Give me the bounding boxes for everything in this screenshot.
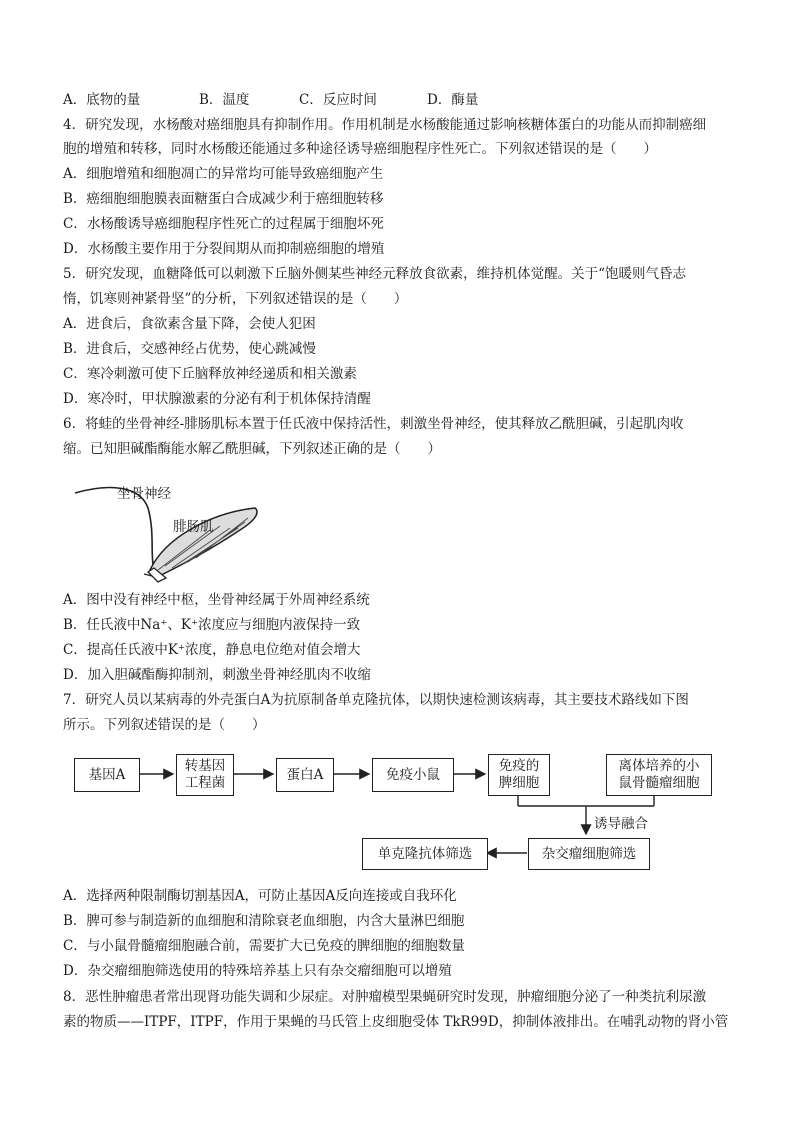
q5-option-b: B．进食后，交感神经占优势，使心跳减慢 — [63, 341, 316, 357]
box-transgenic-label-1: 转基因 — [184, 758, 226, 774]
box-immune-mouse — [372, 758, 454, 792]
q6-option-a: A．图中没有神经中枢，坐骨神经属于外周神经系统 — [63, 592, 370, 608]
q4-option-d: D．水杨酸主要作用于分裂间期从而抑制癌细胞的增殖 — [63, 241, 385, 257]
q5-stem-line2: 惰，饥寒则神紧骨坚”的分析，下列叙述错误的是（ ） — [63, 291, 408, 307]
q6-option-c: C．提高任氏液中K⁺浓度，静息电位绝对值会增大 — [63, 642, 361, 658]
q7-option-d: D．杂交瘤细胞筛选使用的特殊培养基上只有杂交瘤细胞可以增殖 — [63, 963, 452, 979]
q7-option-c: C．与小鼠骨髓瘤细胞融合前，需要扩大已免疫的脾细胞的细胞数量 — [63, 938, 465, 954]
q7-option-b: B．脾可参与制造新的血细胞和清除衰老血细胞，内含大量淋巴细胞 — [63, 913, 465, 929]
nerve-muscle-figure — [70, 478, 270, 588]
q6-option-d: D．加入胆碱酯酶抑制剂，刺激坐骨神经肌肉不收缩 — [63, 667, 371, 683]
technique-flowchart — [60, 742, 740, 877]
box-gene-a-label: 基因A — [88, 766, 126, 783]
q8-line2: 素的物质——ITPF，ITPF，作用于果蝇的马氏管上皮细胞受体 TkR99D，抑制体液排出。在哺乳动物的肾小管 — [63, 1014, 729, 1030]
q4-stem-line2: 胞的增殖和转移，同时水杨酸还能通过多种途径诱导癌细胞程序性死亡。下列叙述错误的是（ ） — [63, 141, 657, 157]
box-immune-mouse-label: 免疫小鼠 — [386, 766, 440, 783]
q3-option-a: A．底物的量 — [63, 92, 141, 108]
muscle-label: 腓肠肌 — [173, 519, 214, 535]
q3-options — [63, 91, 478, 109]
fusion-label: 诱导融合 — [594, 816, 648, 832]
box-hybridoma-label: 杂交瘤细胞筛选 — [541, 845, 637, 862]
box-spleen-label-1: 免疫的 — [498, 758, 540, 774]
box-protein-a-label: 蛋白A — [286, 766, 324, 783]
q5-stem-line1: 5．研究发现，血糖降低可以刺激下丘脑外侧某些神经元释放食欲素，维持机体觉醒。关于“饱暖则气昏志 — [63, 266, 686, 282]
nerve-label: 坐骨神经 — [117, 486, 171, 502]
q4-option-a: A．细胞增殖和细胞凋亡的异常均可能导致癌细胞产生 — [63, 166, 384, 182]
q3-option-b: B．温度 — [199, 92, 250, 108]
q6-option-b: B．任氏液中Na⁺、K⁺浓度应与细胞内液保持一致 — [63, 617, 361, 633]
q3-option-c: C．反应时间 — [299, 92, 377, 108]
q7-stem-line1: 7．研究人员以某病毒的外壳蛋白A为抗原制备单克隆抗体，以期快速检测该病毒，其主要技术路线如下图 — [63, 692, 689, 708]
box-gene-a — [74, 758, 140, 792]
box-spleen-label-2: 脾细胞 — [498, 775, 540, 791]
q4-stem-line1: 4．研究发现，水杨酸对癌细胞具有抑制作用。作用机制是水杨酸能通过影响核糖体蛋白的功能从而抑制癌细 — [63, 117, 707, 133]
q6-stem-line2: 缩。已知胆碱酯酶能水解乙酰胆碱，下列叙述正确的是（ ） — [63, 441, 441, 457]
q7-stem-line2: 所示。下列叙述错误的是（ ） — [63, 717, 266, 733]
box-myeloma-label-2: 鼠骨髓瘤细胞 — [618, 775, 700, 791]
box-myeloma-cells — [606, 754, 712, 796]
q5-option-d: D．寒冷时，甲状腺激素的分泌有利于机体保持清醒 — [63, 391, 371, 407]
box-hybridoma-screening — [528, 838, 650, 870]
box-myeloma-label-1: 离体培养的小 — [618, 758, 700, 774]
box-spleen-cells — [488, 754, 550, 796]
q4-option-c: C．水杨酸诱导癌细胞程序性死亡的过程属于细胞坏死 — [63, 216, 384, 232]
q8-line1: 8．恶性肿瘤患者常出现肾功能失调和少尿症。对肿瘤模型果蝇研究时发现，肿瘤细胞分泌了一种类抗利尿激 — [63, 989, 707, 1005]
box-mab-screening — [362, 838, 488, 870]
box-mab-label: 单克隆抗体筛选 — [377, 845, 473, 862]
q7-option-a: A．选择两种限制酶切割基因A，可防止基因A反向连接或自我环化 — [63, 888, 457, 904]
q4-option-b: B．癌细胞细胞膜表面糖蛋白合成减少利于癌细胞转移 — [63, 191, 384, 207]
box-transgenic-bacteria — [176, 754, 234, 796]
q5-option-c: C．寒冷刺激可使下丘脑释放神经递质和相关激素 — [63, 366, 357, 382]
q5-option-a: A．进食后，食欲素含量下降，会使人犯困 — [63, 316, 316, 332]
box-protein-a — [276, 758, 334, 792]
q3-option-d: D．酶量 — [427, 92, 479, 108]
q6-stem-line1: 6．将蛙的坐骨神经-腓肠肌标本置于任氏液中保持活性，刺激坐骨神经，使其释放乙酰胆碱，引起肌肉收 — [63, 416, 684, 432]
box-transgenic-label-2: 工程菌 — [184, 775, 226, 791]
